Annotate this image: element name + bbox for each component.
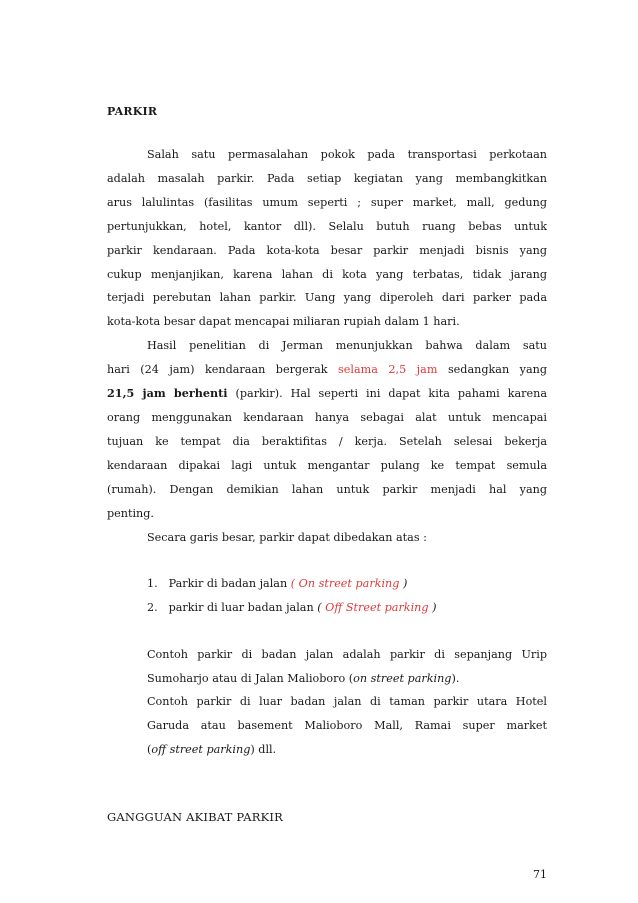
italic-term: on street parking bbox=[353, 671, 452, 685]
text-line: Garuda atau basement Malioboro Mall, Ramai super market bbox=[147, 719, 547, 733]
section-heading-parkir: PARKIR bbox=[107, 105, 158, 118]
section-heading-gangguan: GANGGUAN AKIBAT PARKIR bbox=[107, 810, 284, 824]
paren: ( bbox=[317, 601, 326, 614]
highlight-moving-time: selama 2,5 jam bbox=[338, 363, 438, 377]
text-line bbox=[147, 738, 547, 762]
text-line bbox=[147, 667, 547, 691]
paragraph-intro bbox=[107, 143, 547, 334]
text-span: hari (24 jam) kendaraan bergerak bbox=[107, 363, 328, 377]
text-span: (parkir). Hal seperti ini dapat kita pahami karena bbox=[235, 387, 547, 401]
body-text bbox=[107, 143, 547, 762]
page-number: 71 bbox=[533, 868, 547, 881]
text-line: Salah satu permasalahan pokok pada transportasi perkotaan bbox=[147, 148, 547, 161]
list-term: Off Street parking bbox=[325, 601, 429, 614]
paren: ) bbox=[399, 577, 408, 591]
italic-term: off street parking bbox=[151, 743, 251, 757]
text-span: sedangkan yang bbox=[447, 363, 547, 377]
parking-type-list bbox=[107, 572, 547, 619]
text-line: Contoh parkir di luar badan jalan di taman parkir utara Hotel bbox=[147, 695, 547, 709]
text-line: arus lalulintas (fasilitas umum seperti ; super market, mall, gedung bbox=[107, 195, 547, 209]
paren: ) bbox=[428, 601, 437, 614]
text-line: penting. bbox=[107, 506, 154, 520]
list-text: Parkir di badan jalan bbox=[168, 577, 288, 591]
text-line bbox=[107, 358, 547, 382]
spacer bbox=[107, 549, 547, 572]
text-span: ). bbox=[451, 671, 460, 685]
spacer bbox=[107, 620, 547, 643]
list-number: 1. bbox=[147, 577, 158, 591]
text-line: cukup menjanjikan, karena lahan di kota yang terbatas, tidak jarang bbox=[107, 267, 547, 281]
list-item bbox=[147, 572, 547, 596]
text-line: adalah masalah parkir. Pada setiap kegiatan yang membangkitkan bbox=[107, 171, 547, 185]
text-line: Contoh parkir di badan jalan adalah parkir di sepanjang Urip bbox=[147, 647, 547, 661]
text-line bbox=[107, 382, 547, 406]
text-line: tujuan ke tempat dia beraktifitas / kerja. Setelah selesai bekerja bbox=[107, 434, 547, 448]
text-line: orang menggunakan kendaraan hanya sebagai alat untuk mencapai bbox=[107, 410, 547, 424]
text-line: Hasil penelitian di Jerman menunjukkan bahwa dalam satu bbox=[147, 339, 547, 353]
paragraph-classification: Secara garis besar, parkir dapat dibedakan atas : bbox=[147, 530, 427, 544]
text-line: (rumah). Dengan demikian lahan untuk parkir menjadi hal yang bbox=[107, 482, 547, 496]
list-text: parkir di luar badan jalan bbox=[168, 601, 314, 614]
text-span: Sumoharjo atau di Jalan Malioboro ( bbox=[147, 671, 354, 685]
paragraph-research bbox=[107, 334, 547, 525]
text-span: ( bbox=[147, 743, 152, 757]
text-line: kendaraan dipakai lagi untuk mengantar pulang ke tempat semula bbox=[107, 458, 547, 472]
examples-block bbox=[107, 643, 547, 763]
text-line: parkir kendaraan. Pada kota-kota besar parkir menjadi bisnis yang bbox=[107, 243, 547, 257]
list-number: 2. bbox=[147, 601, 158, 614]
paren: ( bbox=[290, 577, 299, 591]
text-line: pertunjukkan, hotel, kantor dll). Selalu butuh ruang bebas untuk bbox=[107, 219, 547, 233]
list-item bbox=[147, 596, 547, 620]
text-span: ) dll. bbox=[250, 743, 277, 757]
bold-parked-time: 21,5 jam berhenti bbox=[107, 386, 228, 401]
list-term: On street parking bbox=[298, 577, 400, 591]
text-line: kota-kota besar dapat mencapai miliaran rupiah dalam 1 hari. bbox=[107, 315, 460, 329]
text-line: terjadi perebutan lahan parkir. Uang yang diperoleh dari parker pada bbox=[107, 291, 547, 305]
